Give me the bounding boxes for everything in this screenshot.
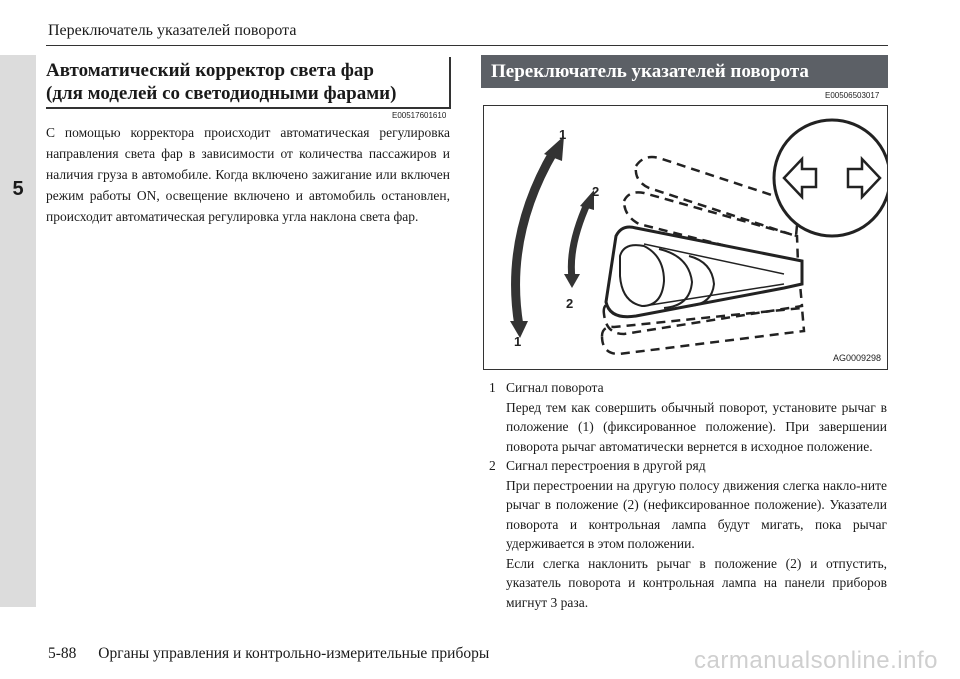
section-code: E00506503017: [825, 91, 880, 100]
page-number: 5-88: [48, 645, 77, 662]
item-paragraph: При перестроении на другую полосу движения слегка накло-ните рычаг в положение (2) (нефиксированное положение). Указатели поворота и контрольная лампа будут мигать, пока рычаг удерживается в этом положении.: [506, 477, 887, 551]
title-underline: [46, 107, 451, 109]
title-side-rule: [449, 57, 451, 109]
headlight-leveling-title: [46, 59, 451, 105]
turn-signal-title: Переключатель указателей поворота: [481, 55, 888, 88]
label-lower-2: 2: [566, 296, 574, 311]
chapter-side-tab: [0, 55, 36, 607]
item-title: Сигнал перестроения в другой ряд: [506, 458, 706, 473]
label-upper-1: 1: [559, 127, 567, 142]
figure-code: AG0009298: [832, 353, 881, 363]
watermark: carmanualsonline.info: [694, 647, 938, 674]
header-rule: [46, 45, 888, 46]
headlight-leveling-body: С помощью корректора происходит автоматическая регулировка направления света фар в зависимости от количества пассажиров и наличия груза в автомобиле. Когда включено зажигание или включен режим работы ON, освещение включено и автомобиль остановлен, происходит автоматическая регулировка угла наклона света фар.: [46, 125, 450, 224]
label-upper-2: 2: [592, 184, 600, 199]
item-paragraph: Если слегка наклонить рычаг в положение (2) и отпустить, указатель поворота и контрольная лампа на панели приборов мигнут 3 раза.: [506, 555, 887, 610]
page-footer: [48, 645, 489, 663]
title-line-2: (для моделей со светодиодными фарами): [46, 83, 397, 104]
footer-section: Органы управления и контрольно-измерительные приборы: [98, 645, 490, 662]
item-number: 1: [489, 380, 496, 395]
chapter-number: 5: [12, 178, 24, 200]
item-paragraph: Перед тем как совершить обычный поворот, установите рычаг в положение (1) (фиксированное положение). При завершении поворота рычаг автоматически вернется в исходное положение.: [506, 399, 887, 454]
label-lower-1: 1: [514, 334, 522, 349]
item-number: 2: [489, 458, 496, 473]
list-item: [489, 456, 887, 612]
item-title: Сигнал поворота: [506, 380, 604, 395]
list-item: [489, 378, 887, 456]
turn-signal-figure: [483, 105, 888, 370]
section-code: E00517601610: [392, 111, 447, 120]
lever-illustration: [484, 106, 887, 369]
running-head: Переключатель указателей поворота: [48, 22, 297, 39]
turn-signal-items: [489, 378, 887, 612]
title-line-1: Автоматический корректор света фар: [46, 60, 375, 81]
